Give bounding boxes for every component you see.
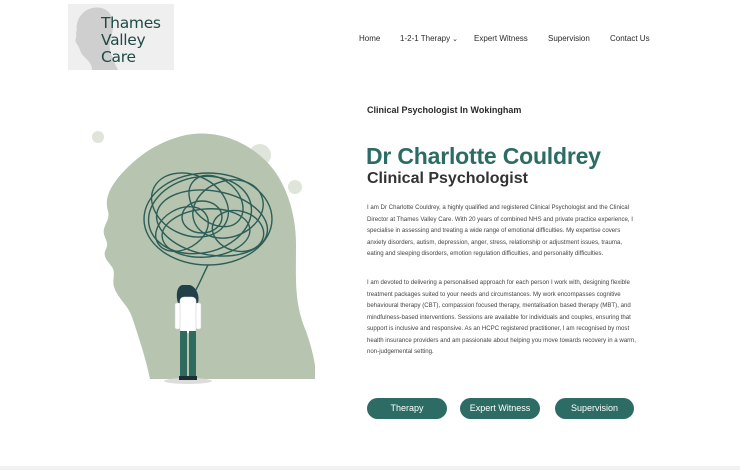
nav-home[interactable]: Home (359, 34, 381, 43)
logo-line: Care (101, 48, 136, 66)
nav-contact[interactable]: Contact Us (610, 34, 650, 43)
intro-paragraph: I am Dr Charlotte Couldrey, a highly qualified and registered Clinical Psychologist and the Clinical Director at Thames Valley Care. With 20 years of combined NHS and private practice experience, I specialise in assessing and treating a wide range of emotional difficulties. My expertise covers anxiety disorders, autism, depression, anger, stress, relationship or adjustment issues, trauma, eating and sleeping disorders, emotion regulation difficulties, and personality difficulties. (367, 204, 633, 258)
decor-circle (288, 180, 302, 194)
approach-paragraph: I am devoted to delivering a personalised approach for each person I work with, designing flexible treatment packages suited to your needs and circumstances. My work encompasses cognitive behavioural therapy (CBT), compassion focused therapy, mentalisation based therapy (MBT), and mindfulness-based interventions. Sessions are available for individuals and couples, ensuring that support is inclusive and responsive. As an HCPC registered practitioner, I am recognised by most health insurance providers and am passionate about helping you move towards recovery in a warm, non-judgemental setting. (367, 279, 636, 356)
page-eyebrow: Clinical Psychologist In Wokingham (367, 105, 522, 115)
page-divider (0, 466, 740, 470)
supervision-button[interactable]: Supervision (555, 398, 634, 419)
nav-therapy[interactable] (400, 34, 458, 43)
page-subtitle: Clinical Psychologist (367, 170, 528, 187)
decor-circle (92, 131, 104, 143)
main-nav (0, 34, 740, 46)
nav-expert-witness[interactable]: Expert Witness (474, 34, 528, 43)
head-illustration (90, 127, 315, 387)
nav-therapy-label: 1-2-1 Therapy (400, 34, 451, 43)
nav-supervision[interactable]: Supervision (548, 34, 590, 43)
logo-line: Thames (101, 14, 161, 32)
logo-line: Valley (101, 31, 146, 49)
expert-witness-button[interactable]: Expert Witness (460, 398, 540, 419)
page-title: Dr Charlotte Couldrey (366, 143, 601, 169)
therapy-button[interactable]: Therapy (367, 398, 447, 419)
chevron-down-icon: ⌄ (452, 36, 458, 43)
